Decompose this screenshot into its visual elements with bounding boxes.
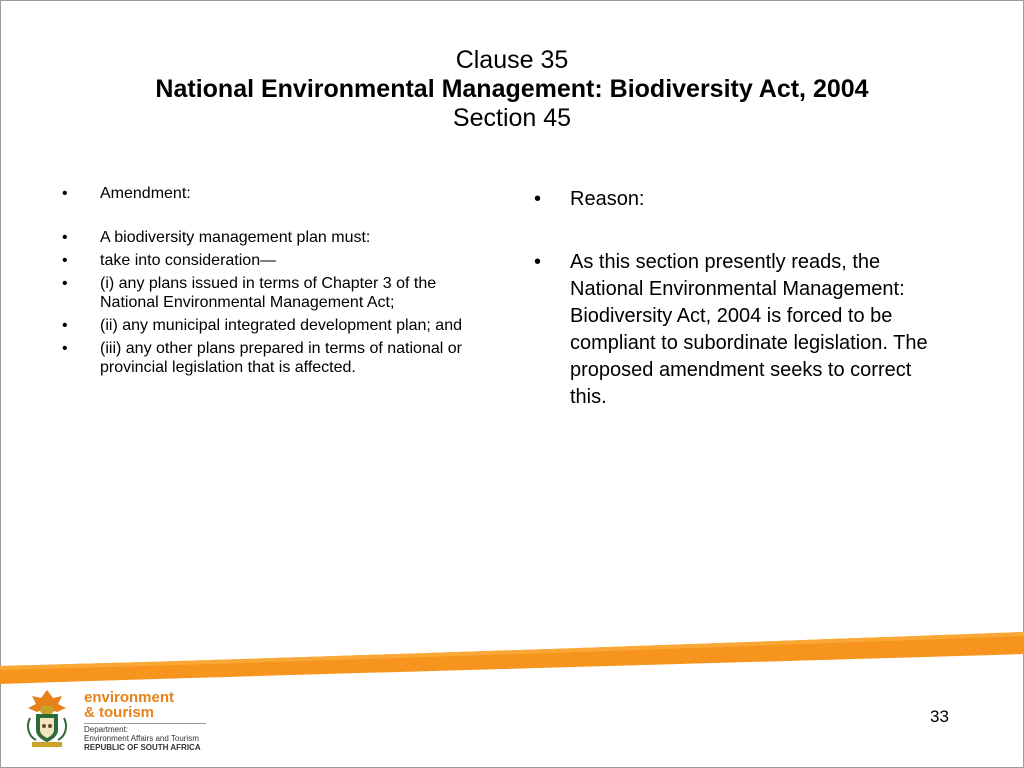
list-item (58, 228, 498, 247)
item-text: (i) any plans issued in terms of Chapter 3 of the National Environmental Management Act; (100, 275, 437, 311)
dept-country: REPUBLIC OF SOUTH AFRICA (84, 743, 201, 752)
item-text: Reason: (570, 188, 645, 210)
list-item (58, 251, 498, 270)
amendment-list (58, 184, 498, 381)
item-text: (iii) any other plans prepared in terms of national or provincial legislation that is affected. (100, 340, 462, 376)
bullet-icon: • (62, 185, 68, 202)
list-item (58, 184, 498, 203)
logo-divider (84, 723, 206, 724)
slide-title (0, 46, 1024, 133)
list-item (530, 186, 950, 213)
title-clause: Clause 35 (455, 46, 569, 74)
bullet-icon: • (62, 317, 68, 334)
bullet-icon: • (62, 275, 68, 292)
list-item (58, 274, 498, 312)
department-logo (20, 688, 220, 758)
list-item (58, 339, 498, 377)
dept-line: Department: (84, 725, 129, 734)
coat-of-arms-icon (20, 688, 74, 750)
logo-text-tourism: & tourism (84, 704, 155, 721)
bullet-icon: • (534, 188, 542, 210)
bullet-icon: • (534, 251, 542, 273)
item-text: Amendment: (100, 185, 191, 202)
title-section: Section 45 (452, 104, 572, 132)
title-act: National Environmental Management: Biodiversity Act, 2004 (155, 75, 869, 103)
dept-line: Environment Affairs and Tourism (84, 734, 199, 743)
bullet-icon: • (62, 252, 68, 269)
department-text (84, 725, 201, 752)
logo-text-environment: environment (84, 689, 175, 706)
item-text: A biodiversity management plan must: (100, 229, 371, 246)
bullet-icon: • (62, 340, 68, 357)
list-item (58, 316, 498, 335)
item-text: take into consideration— (100, 252, 277, 269)
reason-list (530, 186, 950, 447)
page-number: 33 (930, 707, 949, 726)
item-text: As this section presently reads, the National Environmental Management: Biodiversity Act, 2004 is forced to be compliant to subordinate legislation. The proposed amendment seeks to correct this. (570, 251, 928, 408)
bullet-icon: • (62, 229, 68, 246)
orange-swoosh-band (0, 628, 1024, 688)
item-text: (ii) any municipal integrated development plan; and (100, 317, 462, 334)
list-item (530, 249, 950, 411)
